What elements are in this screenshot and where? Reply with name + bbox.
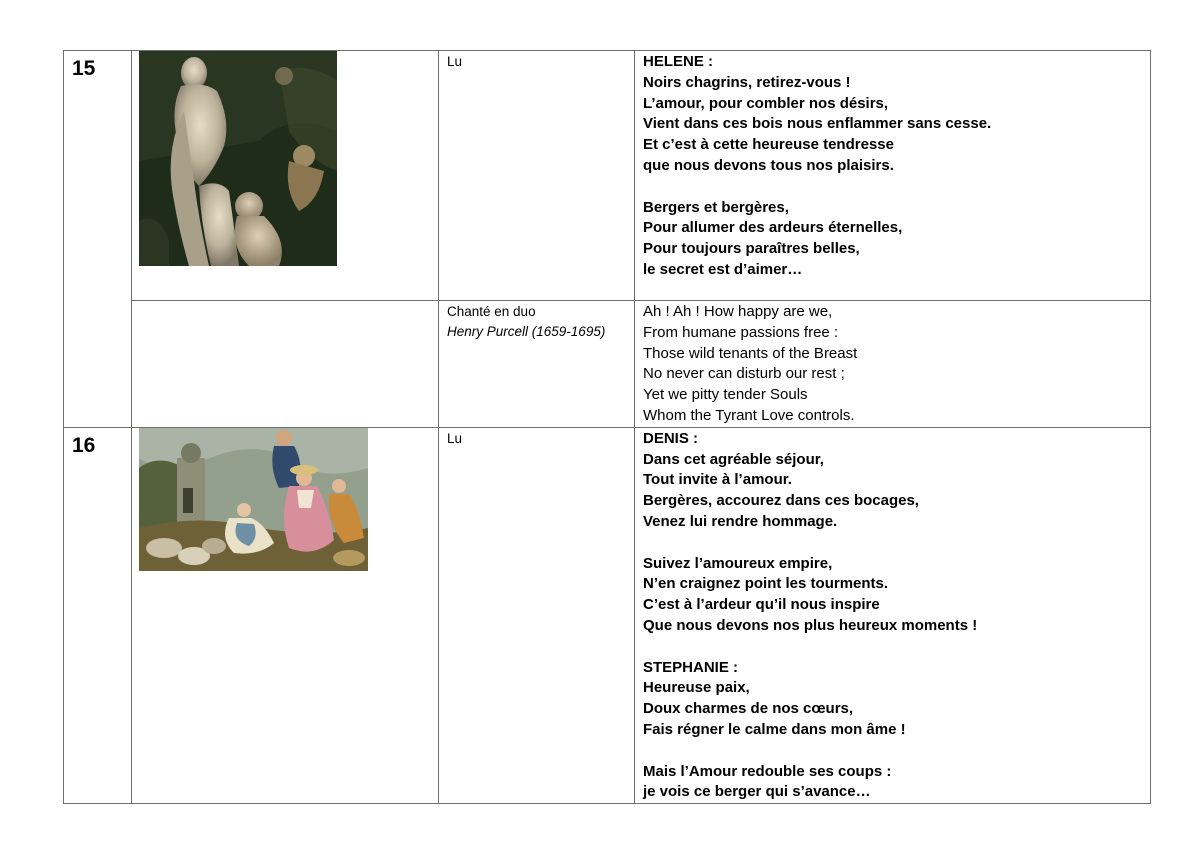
mode-cell	[439, 51, 635, 301]
lyric-line	[643, 741, 1150, 762]
lyric-line: Yet we pitty tender Souls	[643, 386, 808, 404]
lyric-line: Bergers et bergères,	[643, 198, 789, 216]
lyric-line: Mais l’Amour redouble ses coups :	[643, 762, 892, 780]
lyrics-block	[635, 51, 1150, 281]
lyric-line: Dans cet agréable séjour,	[643, 450, 824, 468]
lyric-line: Et c’est à cette heureuse tendresse	[643, 136, 894, 154]
lyric-line: Doux charmes de nos cœurs,	[643, 700, 854, 718]
mode-cell	[439, 301, 635, 428]
lyric-line: Fais régner le calme dans mon âme !	[643, 720, 906, 738]
lyric-line: Pour allumer des ardeurs éternelles,	[643, 219, 903, 237]
lyric-line: STEPHANIE :	[643, 658, 739, 676]
lyric-line: N’en craignez point les tourments.	[643, 575, 889, 593]
lyric-line: Those wild tenants of the Breast	[643, 344, 858, 362]
lyric-line: Vient dans ces bois nous enflammer sans cesse.	[643, 115, 992, 133]
lyric-line: Suivez l’amoureux empire,	[643, 554, 833, 572]
row-number-cell	[64, 427, 132, 803]
program-sheet	[63, 50, 1151, 804]
lyric-line: Noirs chagrins, retirez-vous !	[643, 73, 851, 91]
image-cell	[132, 427, 439, 803]
lyric-line: HELENE :	[643, 53, 714, 70]
painting-venus-cupids-image	[139, 51, 337, 266]
lyric-line: Venez lui rendre hommage.	[643, 512, 838, 530]
lyric-line: From humane passions free :	[643, 323, 839, 341]
lyric-line: C’est à l’ardeur qu’il nous inspire	[643, 596, 880, 614]
composer-credit: Henry Purcell (1659-1695)	[447, 323, 606, 339]
performance-mode: Lu	[447, 54, 463, 69]
performance-mode: Lu	[447, 430, 463, 446]
lyrics-block	[635, 428, 1150, 803]
lyrics-block	[635, 301, 1150, 427]
row-number-cell	[64, 51, 132, 428]
table-row	[64, 51, 1151, 301]
lyric-line: No never can disturb our rest ;	[643, 365, 845, 383]
performance-mode: Chanté en duo	[447, 304, 536, 319]
lyric-line: L’amour, pour combler nos désirs,	[643, 94, 889, 112]
lyric-line: Tout invite à l’amour.	[643, 471, 792, 489]
lyric-line: Que nous devons nos plus heureux moments !	[643, 616, 978, 634]
program-table	[63, 50, 1151, 804]
lyrics-cell	[635, 51, 1151, 301]
mode-cell	[439, 427, 635, 803]
lyric-line	[643, 637, 1150, 658]
lyrics-cell	[635, 427, 1151, 803]
lyric-line	[643, 533, 1150, 554]
image-cell	[132, 301, 439, 428]
lyric-line	[643, 177, 1150, 198]
lyric-line: je vois ce berger qui s’avance…	[643, 783, 871, 801]
lyric-line: Whom the Tyrant Love controls.	[643, 406, 855, 424]
lyric-line: Pour toujours paraîtres belles,	[643, 240, 860, 258]
lyric-line: Ah ! Ah ! How happy are we,	[643, 303, 833, 320]
table-row	[64, 301, 1151, 428]
lyric-line: le secret est d’aimer…	[643, 260, 803, 278]
row-number: 15	[72, 57, 96, 80]
painting-pastoral-scene-image	[139, 428, 368, 571]
row-number: 16	[72, 433, 96, 457]
lyric-line: Bergères, accourez dans ces bocages,	[643, 492, 919, 510]
lyrics-cell	[635, 301, 1151, 428]
lyric-line: DENIS :	[643, 429, 699, 447]
lyric-line: Heureuse paix,	[643, 679, 750, 697]
image-cell	[132, 51, 439, 301]
lyric-line: que nous devons tous nos plaisirs.	[643, 156, 894, 174]
table-row	[64, 427, 1151, 803]
